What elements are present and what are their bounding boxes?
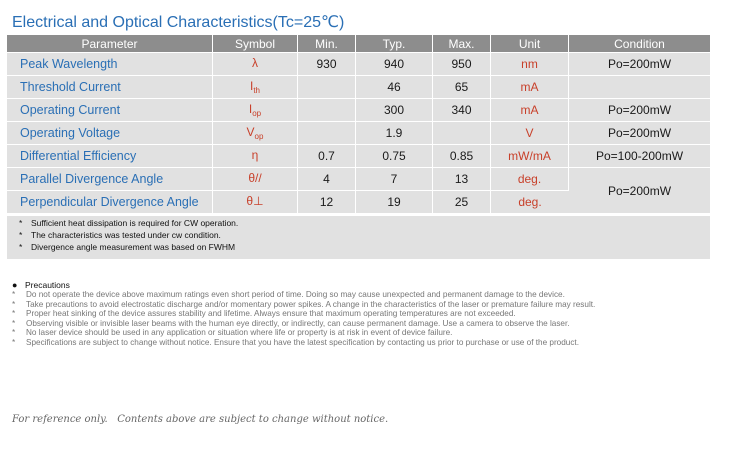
param-cell: Parallel Divergence Angle [7,167,213,190]
precaution-text: No laser device should be used in any application or situation where life or property is at risk in event of device failure. [26,328,453,338]
precaution-text: Proper heat sinking of the device assures stability and lifetime. Always ensure that maximum operating temperatures are not exceeded. [26,309,516,319]
precaution-item [12,338,595,348]
param-cell: Peak Wavelength [7,52,213,75]
unit-cell: V [491,121,569,144]
min-cell [298,121,356,144]
note-item [7,217,710,229]
symbol-text: I [249,79,254,93]
condition-cell: Po=200mW [569,98,710,121]
typ-cell: 1.9 [356,121,433,144]
header-parameter: Parameter [7,35,213,52]
symbol-text: V [246,125,255,139]
symbol-subscript: op [252,109,262,118]
unit-cell: mA [491,75,569,98]
symbol-text: θ// [248,171,262,185]
note-text: Sufficient heat dissipation is required for CW operation. [31,218,239,228]
unit-cell: deg. [491,190,569,213]
min-cell: 0.7 [298,144,356,167]
symbol-cell [213,121,298,144]
header-symbol: Symbol [213,35,298,52]
param-cell: Differential Efficiency [7,144,213,167]
symbol-cell [213,75,298,98]
max-cell: 65 [433,75,491,98]
max-cell: 950 [433,52,491,75]
max-cell [433,121,491,144]
symbol-text: θ⊥ [246,194,264,208]
condition-cell: Po=200mW [569,167,710,213]
max-cell: 13 [433,167,491,190]
condition-cell: Po=200mW [569,52,710,75]
param-cell: Perpendicular Divergence Angle [7,190,213,213]
table-row [7,167,710,190]
asterisk-icon: * [12,328,16,338]
header-unit: Unit [491,35,569,52]
precaution-item [12,309,595,319]
symbol-cell [213,98,298,121]
condition-cell: Po=100-200mW [569,144,710,167]
footer-disclaimer: For reference only. Contents above are subject to change without notice. [12,414,389,425]
symbol-subscript: op [254,132,264,141]
precaution-item [12,319,595,329]
precaution-item [12,300,595,310]
note-text: Divergence angle measurement was based on FWHM [31,242,236,252]
precautions-heading [12,280,595,290]
asterisk-icon: * [12,337,16,347]
symbol-cell [213,52,298,75]
min-cell: 12 [298,190,356,213]
note-text: The characteristics was tested under cw condition. [31,230,221,240]
min-cell: 930 [298,52,356,75]
note-item [7,229,710,241]
unit-cell: deg. [491,167,569,190]
bullet-icon: ● [12,280,18,290]
param-cell: Operating Current [7,98,213,121]
typ-cell: 46 [356,75,433,98]
header-condition: Condition [569,35,710,52]
precautions-section [12,280,595,348]
asterisk-icon: * [12,299,16,309]
precaution-text: Do not operate the device above maximum ratings even short period of time. Doing so may cause unexpected and permanent damage to the device. [26,290,565,299]
asterisk-icon: * [12,309,16,319]
asterisk-icon: * [12,318,16,328]
table-row [7,52,710,75]
header-typ: Typ. [356,35,433,52]
table-row [7,144,710,167]
table-header-row [7,35,710,52]
symbol-text: η [251,148,259,162]
symbol-subscript: th [253,86,260,95]
symbol-cell [213,144,298,167]
typ-cell: 7 [356,167,433,190]
typ-cell: 940 [356,52,433,75]
asterisk-icon: * [19,218,23,228]
max-cell: 340 [433,98,491,121]
min-cell: 4 [298,167,356,190]
max-cell: 25 [433,190,491,213]
characteristics-table [7,35,710,213]
max-cell: 0.85 [433,144,491,167]
unit-cell: mW/mA [491,144,569,167]
asterisk-icon: * [19,242,23,252]
precaution-text: Specifications are subject to change without notice. Ensure that you have the latest specification by contacting us prior to purchase or use of the product. [26,337,579,347]
note-item [7,241,710,253]
symbol-cell [213,167,298,190]
condition-cell: Po=200mW [569,121,710,144]
min-cell [298,98,356,121]
typ-cell: 300 [356,98,433,121]
header-max: Max. [433,35,491,52]
typ-cell: 19 [356,190,433,213]
unit-cell: mA [491,98,569,121]
symbol-cell [213,190,298,213]
param-cell: Operating Voltage [7,121,213,144]
page-title: Electrical and Optical Characteristics(Tc=25℃) [12,14,345,31]
param-cell: Threshold Current [7,75,213,98]
asterisk-icon: * [19,230,23,240]
header-min: Min. [298,35,356,52]
table-row [7,75,710,98]
table-row [7,121,710,144]
condition-cell [569,75,710,98]
table-row [7,98,710,121]
min-cell [298,75,356,98]
precaution-item [12,328,595,338]
asterisk-icon: * [12,290,16,299]
notes-box [7,216,710,259]
precaution-text: Observing visible or invisible laser beams with the human eye directly, or indirectly, can cause permanent damage. Use a camera to observe the laser. [26,318,570,328]
typ-cell: 0.75 [356,144,433,167]
symbol-text: λ [252,56,258,70]
precaution-text: Take precautions to avoid electrostatic discharge and/or momentary power spikes. A change in the characteristics of the laser or premature failure may result. [26,299,596,309]
unit-cell: nm [491,52,569,75]
symbol-text: I [248,102,253,116]
precaution-item [12,290,595,300]
precautions-heading-text: Precautions [25,280,70,290]
